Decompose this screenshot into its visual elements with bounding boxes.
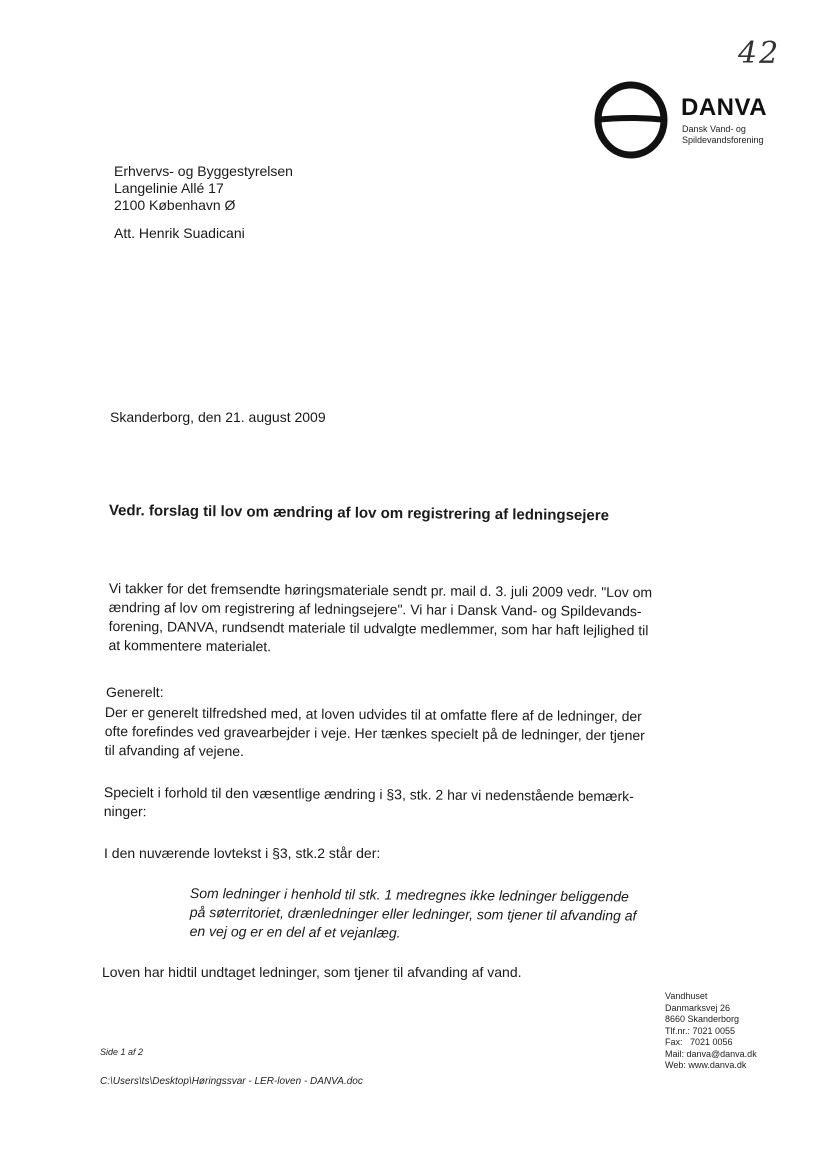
general-heading: Generelt:	[106, 684, 164, 700]
page-indicator: Side 1 af 2	[100, 1047, 144, 1057]
date-line: Skanderborg, den 21. august 2009	[110, 409, 326, 425]
file-path: C:\Users\ts\Desktop\Høringssvar - LER-loven - DANVA.doc	[100, 1076, 363, 1087]
intro-paragraph: Vi takker for det fremsendte høringsmateriale sendt pr. mail d. 3. juli 2009 vedr. "Lov om ændring af lov om registrering af ledningsejere". Vi har i Dansk Vand- og Spildevands- forening, DANVA, rundsendt materiale til udvalgte medlemmer, som har haft lejlighed til at kommentere materialet.	[108, 579, 653, 655]
closing-paragraph: Loven har hidtil undtaget ledninger, som tjener til afvanding af vand.	[102, 964, 522, 980]
recipient-line: 2100 København Ø	[114, 197, 236, 213]
handwritten-page-number: 42	[738, 36, 781, 71]
contact-block: Vandhuset Danmarksvej 26 8660 Skanderborg Tlf.nr.: 7021 0055 Fax: 7021 0056 Mail: danva@danva.dk Web: www.danva.dk	[665, 991, 757, 1070]
recipient-address	[114, 163, 293, 214]
logo-subtitle: Dansk Vand- og Spildevandsforening	[682, 124, 764, 145]
specific-paragraph: Specielt i forhold til den væsentlige ændring i §3, stk. 2 har vi nedenstående bemærk- ninger:	[103, 783, 634, 820]
recipient-line: Langelinie Allé 17	[114, 180, 224, 196]
law-quote: Som ledninger i henhold til stk. 1 medregnes ikke ledninger beliggende på søterritoriet, drænledninger eller ledninger, som tjener til afvanding af en vej og er en del af et vejanlæg.	[189, 884, 637, 941]
recipient-line: Erhvervs- og Byggestyrelsen	[114, 163, 293, 179]
general-paragraph: Der er generelt tilfredshed med, at loven udvides til at omfatte flere af de ledninger, der ofte forefindes ved gravearbejder i veje. Her tænkes specielt på de ledninger, der tjener til afvanding af vejene.	[104, 703, 645, 760]
attention-line: Att. Henrik Suadicani	[114, 225, 245, 241]
danva-logo-icon	[591, 80, 671, 160]
current-law-paragraph: I den nuværende lovtekst i §3, stk.2 står der:	[104, 845, 381, 861]
logo-wordmark: DANVA	[681, 94, 768, 121]
subject-heading: Vedr. forslag til lov om ændring af lov om registrering af ledningsejere	[108, 502, 610, 525]
